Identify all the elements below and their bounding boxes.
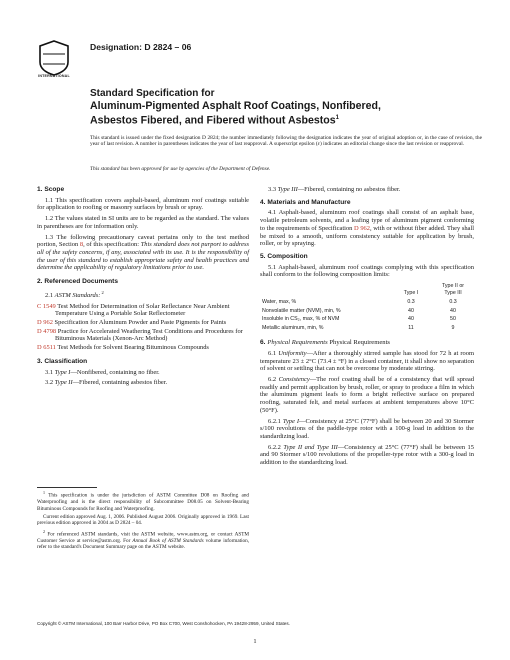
title-line-2: Aluminum-Pigmented Asphalt Roof Coatings, Nonfibered, xyxy=(90,100,381,112)
reference-link[interactable]: D 962 xyxy=(37,318,53,326)
reference-link[interactable]: D 4798 xyxy=(37,327,57,335)
reference-item: D 962 Specification for Aluminum Powder and Paste Pigments for Paints xyxy=(37,318,227,326)
section-heading-scope: 1. Scope xyxy=(37,186,65,193)
reference-item: D 6511 Test Methods for Solvent Bearing Bituminous Compounds xyxy=(37,344,209,352)
logo-subtext: INTERNATIONAL xyxy=(38,74,70,78)
astm-logo-icon xyxy=(38,40,70,76)
title-line-3: Asbestos Fibered, and Fibered without Asbestos$^1$ xyxy=(90,114,339,127)
table-header-type-i: Type I xyxy=(403,290,419,297)
table-header-row xyxy=(260,282,474,298)
paragraph-1-1: 1.1 This specification covers asphalt-based, aluminum roof coatings suitable for application to roofing or masonry surfaces by brush or spray. xyxy=(37,196,249,212)
paragraph-1-2: 1.2 The values stated in SI units are to be regarded as the standard. The values in parentheses are for information only. xyxy=(37,215,249,230)
table-row: Metallic aluminum, min, % 11 9 xyxy=(262,325,455,332)
reference-item: C 1549 Test Method for Determination of Solar Reflectance Near Ambient Temperature Using a Portable Solar Reflectometer xyxy=(37,302,230,318)
section-heading-composition: 5. Composition xyxy=(260,252,308,260)
copyright-notice: Copyright © ASTM International, 100 Barr Harbor Drive, PO Box C700, West Conshohocken, PA 19428-2959, United States. xyxy=(37,621,290,626)
paragraph-1-3: 1.3 The following precautionary caveat pertains only to the test method portion, Section 8, of this specification: This standard does not purport to address all of the safety concerns, if any, associated with its use. It is the responsibility of the user of this standard to establish appropriate safety and health practices and determine the applicability of regulatory limitations prior to use. xyxy=(37,233,249,272)
paragraph-2-1: 2.1 ASTM Standards: $^2$ xyxy=(45,289,104,299)
left-column xyxy=(37,186,249,390)
section-heading-physical-requirements: 6. Physical Requirements Physical Requirements xyxy=(260,339,390,347)
footnote-1-edition: Current edition approved Aug. 1, 2006. Published August 2006. Originally approved in 1969. Last previous edition approved in 2004 as D 2824 – 04. xyxy=(37,513,249,527)
reference-link[interactable]: D 6511 xyxy=(37,344,56,352)
right-column xyxy=(260,186,474,470)
section-heading-classification: 3. Classification xyxy=(37,357,88,365)
paragraph-6-2: 6.2 Consistency—The roof coating shall be of a consistency that will spread readily and permit application by brush, roller, or spray to produce a film in which the aluminum pigment leafs to form a bright reflective surface on prepared roofing, saturated felt, and metal surfaces at ambient temperatures above 10°C (50°F). xyxy=(260,376,475,414)
footnote-2: $^2$ For referenced ASTM standards, visit the ASTM website, www.astm.org, or contact ASTM Customer Service at service@astm.org. For Annual Book of ASTM Standards volume information, refer to the standard's Document Summary page on the ASTM website. xyxy=(37,528,250,551)
issue-note: This standard is issued under the fixed designation D 2824; the number immediately following the designation indicates the year of original adoption or, in the case of revision, the year of last revision. A number in parentheses indicates the year of last reapproval. A superscript epsilon (ε) indicates an editorial change since the last revision or reapproval. xyxy=(90,135,482,148)
footnote-1: $^1$ This specification is under the jurisdiction of ASTM Committee D08 on Roofing and Waterproofing and is the direct responsibility of Subcommittee D08.05 on Solvent-Bearing Bituminous Compounds for Roofing and Waterproofing. xyxy=(37,490,250,512)
document-title xyxy=(90,88,480,127)
section-heading-materials: 4. Materials and Manufacture xyxy=(260,198,351,206)
reference-link[interactable]: C 1549 xyxy=(37,302,56,310)
d962-link[interactable]: D 962 xyxy=(354,224,370,232)
section-8-link[interactable]: 8 xyxy=(79,241,84,249)
footnote-divider xyxy=(37,487,97,488)
paragraph-5-1: 5.1 Asphalt-based, aluminum roof coatings complying with this specification shall conform to the following composition limits: xyxy=(260,263,474,279)
table-row: Insoluble in CS₂, max, % of NVM 40 50 xyxy=(262,316,456,323)
reference-item: D 4798 Practice for Accelerated Weathering Test Conditions and Procedures for Bituminous Materials (Xenon-Arc Method) xyxy=(37,327,243,343)
page-number: 1 xyxy=(253,638,257,645)
table-header-type-ii-iii: Type II or Type III xyxy=(441,282,465,297)
composition-table xyxy=(260,282,474,333)
paragraph-6-1: 6.1 Uniformity—After a thoroughly stirred sample has stood for 72 h at room temperature 23 ± 2°C (73.4 ± °F) in a closed container, it shall show no separation of solvent or settling that can not be overcome by moderate stirring. xyxy=(260,349,474,373)
dod-note: This standard has been approved for use by agencies of the Department of Defense. xyxy=(90,166,271,172)
table-row: Nonvolatile matter (NVM), min, % 40 40 xyxy=(262,307,456,314)
footnotes xyxy=(37,490,249,553)
paragraph-6-2-2: 6.2.2 Type II and Type III—Consistency at 25°C (77°F) shall be between 15 and 90 Stormer s/100 revolutions of the propeller-type rotor with a 300-g load in addition to the standardizing load. xyxy=(260,443,474,467)
paragraph-6-2-1: 6.2.1 Type I—Consistency at 25°C (77°F) shall be between 20 and 30 Stormer s/100 revolutions of the paddle-type rotor with a 100-g load in addition to the standardizing load. xyxy=(260,417,474,440)
paragraph-4-1: 4.1 Asphalt-based, aluminum roof coatings shall consist of an asphalt base, volatile petroleum solvents, and a leafing type of aluminum pigment conforming to the requirements of Specification D 962, with or without fiber added. They shall be mixed to a smooth, uniform consistency suitable for application by brush, roller, or by spraying. xyxy=(260,209,474,248)
title-line-1: Standard Specification for xyxy=(90,88,215,99)
designation: Designation: D 2824 – 06 xyxy=(90,42,192,52)
section-heading-referenced-documents: 2. Referenced Documents xyxy=(37,278,118,286)
paragraph-3-1: 3.1 Type I—Nonfibered, containing no fiber. xyxy=(45,368,160,376)
table-row: Water, max, % 0.3 0.3 xyxy=(262,298,457,305)
paragraph-3-2: 3.2 Type II—Fibered, containing asbestos fiber. xyxy=(45,379,168,387)
paragraph-3-3: 3.3 Type III—Fibered, containing no asbestos fiber. xyxy=(268,186,401,193)
